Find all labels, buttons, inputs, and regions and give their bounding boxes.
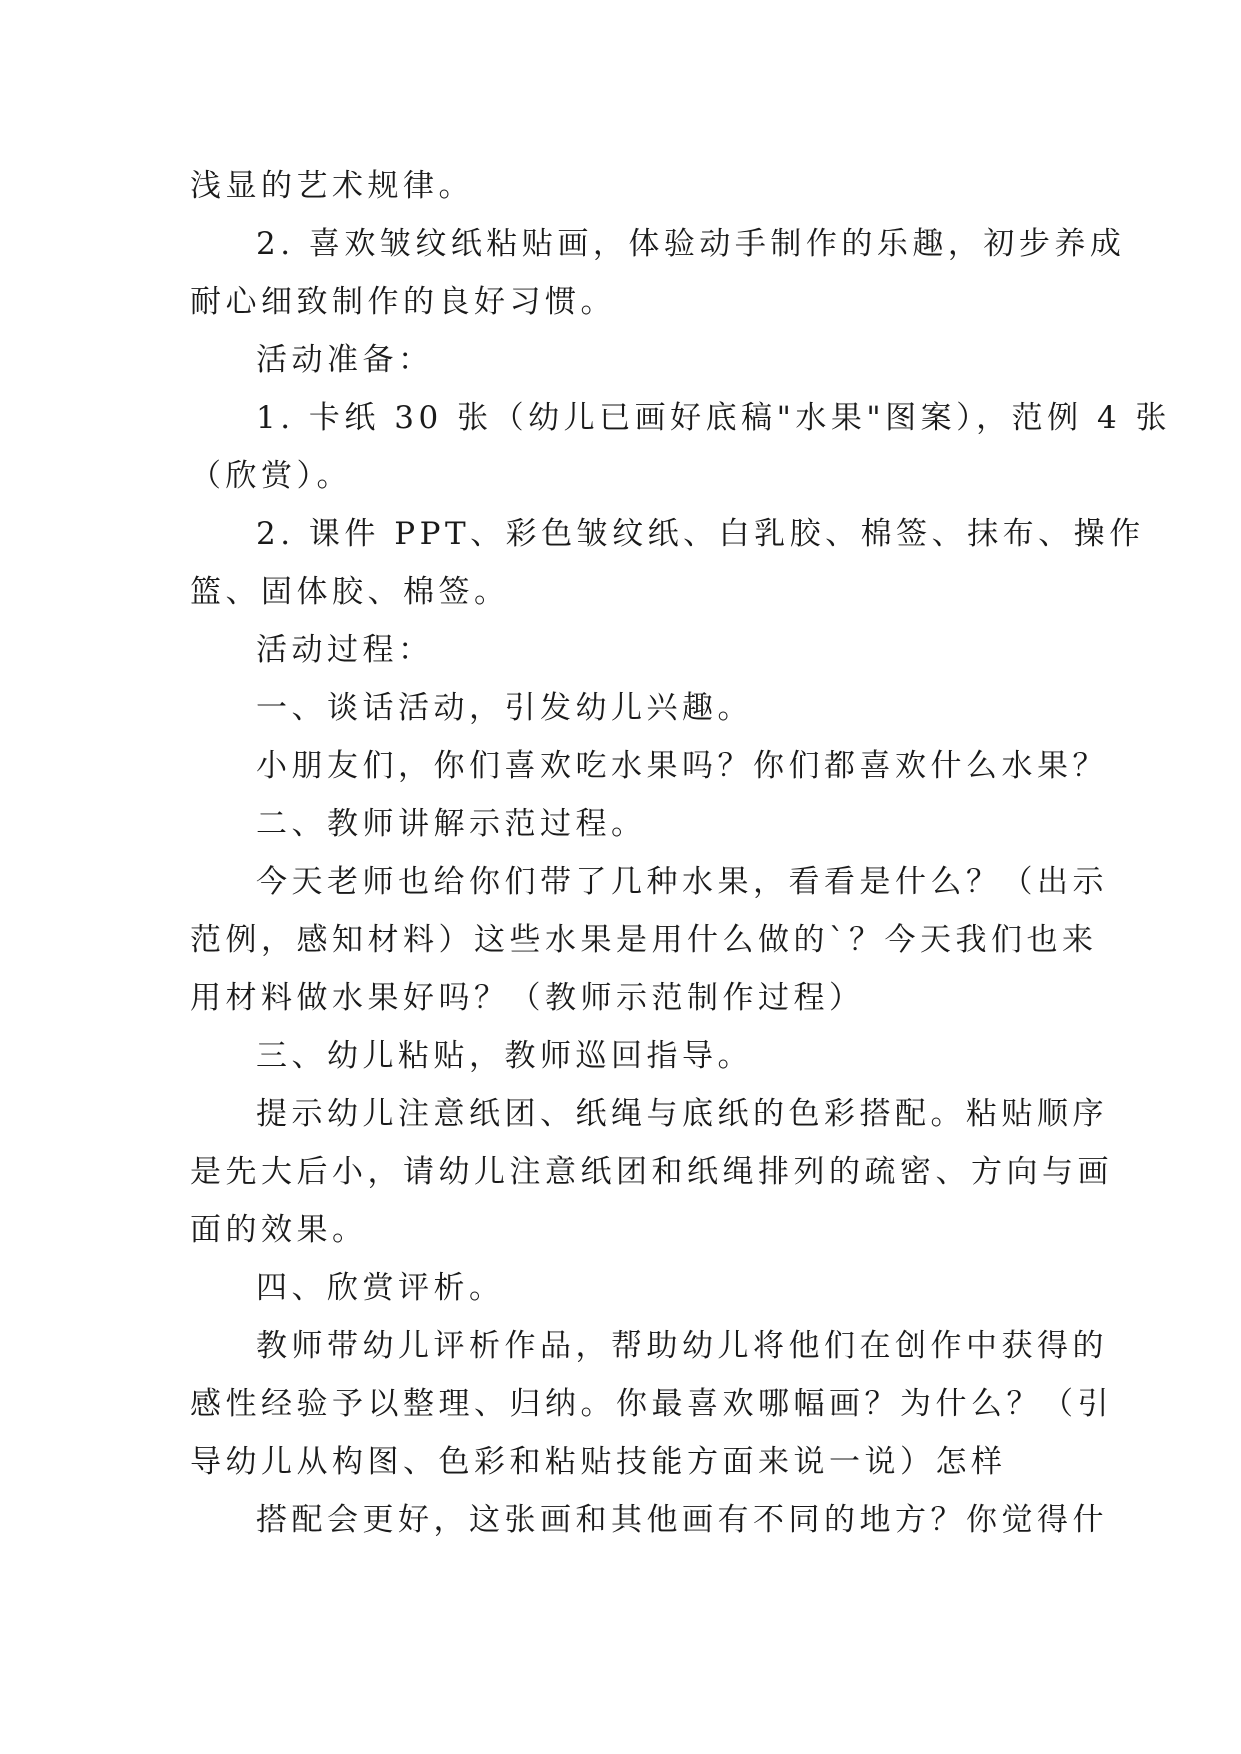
text-line-15: 用材料做水果好吗？（教师示范制作过程） (190, 980, 865, 1016)
step-heading-3: 三、幼儿粘贴，教师巡回指导。 (256, 1038, 753, 1074)
text-line-6: （欣赏）。 (190, 458, 352, 494)
section-heading-activity-process: 活动过程： (256, 632, 434, 668)
text-line-21: 教师带幼儿评析作品，帮助幼儿将他们在创作中获得的 (256, 1328, 1108, 1364)
text-line-1: 浅显的艺术规律。 (190, 168, 474, 204)
section-heading-activity-prep: 活动准备： (256, 342, 434, 378)
text-line-17: 提示幼儿注意纸团、纸绳与底纸的色彩搭配。粘贴顺序 (256, 1096, 1108, 1132)
step-heading-2: 二、教师讲解示范过程。 (256, 806, 647, 842)
text-line-11: 小朋友们，你们喜欢吃水果吗？你们都喜欢什么水果？ (256, 748, 1108, 784)
text-line-14: 范例，感知材料）这些水果是用什么做的`？今天我们也来 (190, 922, 1098, 958)
text-line-13: 今天老师也给你们带了几种水果，看看是什么？（出示 (256, 864, 1108, 900)
text-line-23: 导幼儿从构图、色彩和粘贴技能方面来说一说）怎样 (190, 1444, 1007, 1480)
text-line-7: 2. 课件 PPT、彩色皱纹纸、白乳胶、棉签、抹布、操作 (256, 516, 1145, 552)
step-heading-4: 四、欣赏评析。 (256, 1270, 505, 1306)
text-line-2: 2. 喜欢皱纹纸粘贴画，体验动手制作的乐趣，初步养成 (256, 226, 1126, 262)
step-heading-1: 一、谈话活动，引发幼儿兴趣。 (256, 690, 753, 726)
text-line-3: 耐心细致制作的良好习惯。 (190, 284, 616, 320)
text-line-24: 搭配会更好，这张画和其他画有不同的地方？你觉得什 (256, 1502, 1108, 1538)
text-line-8: 篮、固体胶、棉签。 (190, 574, 510, 610)
text-line-5: 1. 卡纸 30 张（幼儿已画好底稿"水果"图案），范例 4 张 (256, 400, 1172, 436)
text-line-18: 是先大后小，请幼儿注意纸团和纸绳排列的疏密、方向与画 (190, 1154, 1113, 1190)
text-line-19: 面的效果。 (190, 1212, 368, 1248)
text-line-22: 感性经验予以整理、归纳。你最喜欢哪幅画？为什么？（引 (190, 1386, 1113, 1422)
